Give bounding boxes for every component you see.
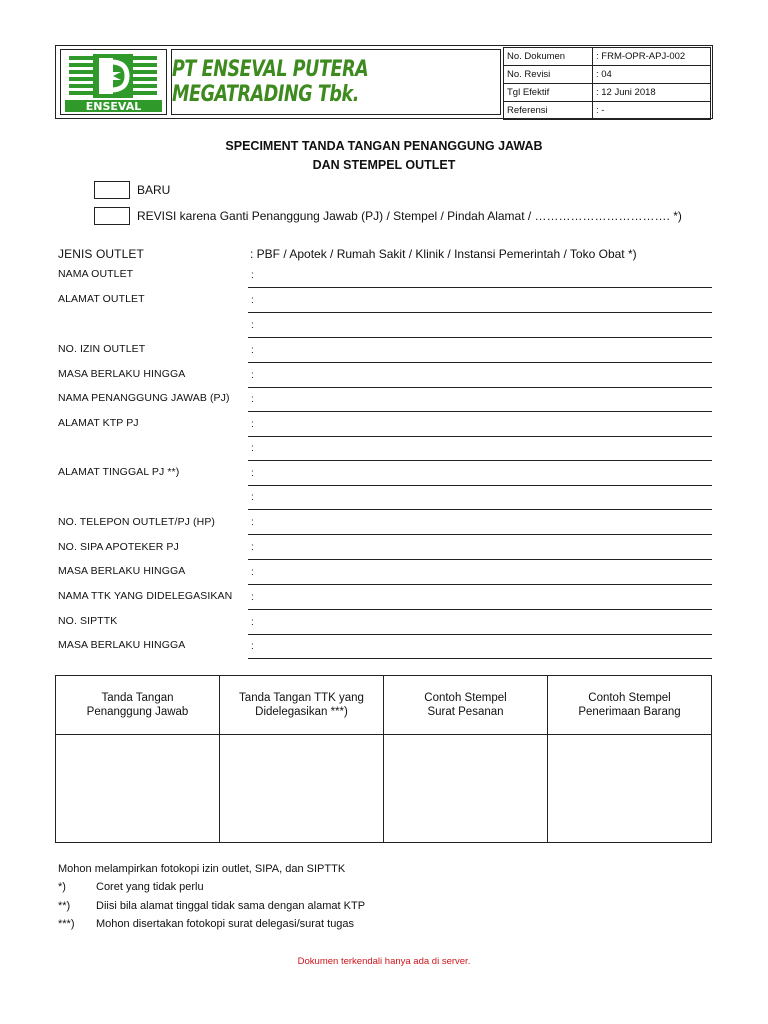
telepon-label: NO. TELEPON OUTLET/PJ (HP) [58, 516, 216, 528]
meta-key: Referensi [504, 102, 593, 120]
meta-value: : - [593, 102, 711, 120]
nama-outlet-colon: : [251, 270, 254, 281]
notes-intro: Mohon melampirkan fotokopi izin outlet, SIPA, dan SIPTTK [58, 863, 346, 875]
masa-berlaku-1-label: MASA BERLAKU HINGGA [58, 368, 186, 380]
nama-ttk-field[interactable] [248, 609, 712, 610]
jenis-outlet-options[interactable]: : PBF / Apotek / Rumah Sakit / Klinik / Instansi Pemerintah / Toko Obat *) [250, 247, 637, 261]
meta-value: : 04 [593, 66, 711, 84]
col4-line2: Penerimaan Barang [578, 706, 681, 718]
alamat-tinggal-field-2[interactable] [248, 509, 712, 510]
company-cell [171, 49, 501, 115]
nama-pj-field[interactable] [248, 411, 712, 412]
col-tanda-tangan-ttk [220, 676, 384, 735]
note-2-mark: **) [58, 900, 71, 912]
meta-key: No. Revisi [504, 66, 593, 84]
masa-berlaku-3-colon: : [251, 641, 254, 652]
masa-berlaku-2-label: MASA BERLAKU HINGGA [58, 565, 186, 577]
baru-label: BARU [137, 183, 171, 197]
signature-pj-box[interactable] [56, 735, 220, 843]
form-title-line2: DAN STEMPEL OUTLET [312, 158, 456, 172]
alamat-tinggal-label: ALAMAT TINGGAL PJ **) [58, 466, 180, 478]
meta-value: : FRM-OPR-APJ-002 [593, 48, 711, 66]
nama-outlet-field[interactable] [248, 287, 712, 288]
no-izin-colon: : [251, 345, 254, 356]
col3-line2: Surat Pesanan [427, 706, 504, 718]
signature-table [55, 675, 712, 843]
col1-line2: Penanggung Jawab [86, 706, 189, 718]
document-header [55, 45, 713, 119]
alamat-tinggal-colon-2: : [251, 492, 254, 503]
col-stempel-sp [384, 676, 548, 735]
alamat-ktp-field-2[interactable] [248, 460, 712, 461]
nama-pj-label: NAMA PENANGGUNG JAWAB (PJ) [58, 392, 230, 404]
signature-body-row [56, 735, 712, 843]
document-meta-table [503, 47, 711, 120]
alamat-ktp-colon-2: : [251, 443, 254, 454]
enseval-logo [60, 49, 167, 115]
controlled-document-footer: Dokumen terkendali hanya ada di server. [297, 956, 471, 967]
alamat-ktp-label: ALAMAT KTP PJ [58, 417, 139, 429]
masa-berlaku-3-field[interactable] [248, 658, 712, 659]
meta-row [504, 48, 711, 66]
sipttk-label: NO. SIPTTK [58, 615, 118, 627]
masa-berlaku-1-colon: : [251, 370, 254, 381]
col4-line1: Contoh Stempel [588, 692, 671, 704]
col1-line1: Tanda Tangan [101, 692, 174, 704]
logo-text: ENSEVAL [85, 100, 142, 113]
alamat-tinggal-colon: : [251, 468, 254, 479]
nama-ttk-colon: : [251, 592, 254, 603]
company-name: PT ENSEVAL PUTERA MEGATRADING Tbk. [172, 57, 369, 107]
note-2-text: Diisi bila alamat tinggal tidak sama dengan alamat KTP [96, 900, 366, 912]
baru-checkbox[interactable] [94, 181, 130, 199]
enseval-logo-icon [61, 50, 166, 114]
nama-outlet-label: NAMA OUTLET [58, 268, 134, 280]
note-3-mark: ***) [58, 918, 75, 930]
no-izin-label: NO. IZIN OUTLET [58, 343, 146, 355]
revisi-checkbox[interactable] [94, 207, 130, 225]
meta-row [504, 102, 711, 120]
jenis-outlet-label: JENIS OUTLET [58, 247, 144, 261]
meta-key: Tgl Efektif [504, 84, 593, 102]
alamat-tinggal-field[interactable] [248, 485, 712, 486]
meta-row [504, 84, 711, 102]
alamat-outlet-label: ALAMAT OUTLET [58, 293, 145, 305]
stamp-sp-box[interactable] [384, 735, 548, 843]
masa-berlaku-2-colon: : [251, 567, 254, 578]
meta-value: : 12 Juni 2018 [593, 84, 711, 102]
meta-key: No. Dokumen [504, 48, 593, 66]
alamat-outlet-colon-2: : [251, 320, 254, 331]
signature-ttk-box[interactable] [220, 735, 384, 843]
revisi-label: REVISI karena Ganti Penanggung Jawab (PJ) / Stempel / Pindah Alamat / ……………………………. *) [137, 209, 682, 223]
col-tanda-tangan-pj [56, 676, 220, 735]
meta-row [504, 66, 711, 84]
col2-line1: Tanda Tangan TTK yang [239, 692, 364, 704]
col-stempel-penerimaan [548, 676, 712, 735]
sipa-field[interactable] [248, 559, 712, 560]
masa-berlaku-2-field[interactable] [248, 584, 712, 585]
note-1-mark: *) [58, 881, 66, 893]
alamat-outlet-colon: : [251, 295, 254, 306]
alamat-outlet-field[interactable] [248, 312, 712, 313]
col2-line2: Didelegasikan ***) [255, 706, 348, 718]
sipa-label: NO. SIPA APOTEKER PJ [58, 541, 179, 553]
note-3-text: Mohon disertakan fotokopi surat delegasi/surat tugas [96, 918, 355, 930]
signature-header-row [56, 676, 712, 735]
alamat-ktp-colon: : [251, 419, 254, 430]
nama-ttk-label: NAMA TTK YANG DIDELEGASIKAN [58, 590, 233, 602]
note-1-text: Coret yang tidak perlu [96, 881, 204, 893]
sipttk-colon: : [251, 617, 254, 628]
no-izin-field[interactable] [248, 362, 712, 363]
telepon-colon: : [251, 517, 254, 528]
col3-line1: Contoh Stempel [424, 692, 507, 704]
alamat-ktp-field[interactable] [248, 436, 712, 437]
stamp-penerimaan-box[interactable] [548, 735, 712, 843]
alamat-outlet-field-2[interactable] [248, 337, 712, 338]
masa-berlaku-1-field[interactable] [248, 387, 712, 388]
telepon-field[interactable] [248, 534, 712, 535]
form-title-line1: SPECIMENT TANDA TANGAN PENANGGUNG JAWAB [225, 139, 543, 153]
sipttk-field[interactable] [248, 634, 712, 635]
nama-pj-colon: : [251, 394, 254, 405]
masa-berlaku-3-label: MASA BERLAKU HINGGA [58, 639, 186, 651]
sipa-colon: : [251, 542, 254, 553]
